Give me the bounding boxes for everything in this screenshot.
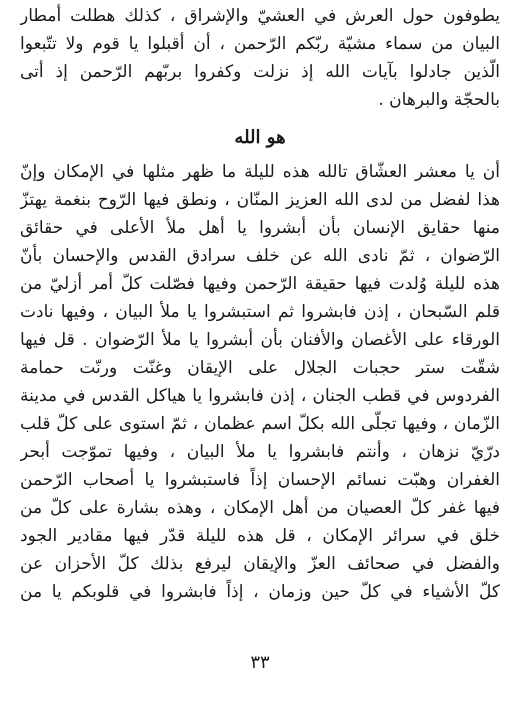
page-number: ٣٣ xyxy=(250,652,270,673)
text-line: شقّت ستر حجبات الجلال على الإيقان وغنّت ورنّت حمامة xyxy=(20,358,500,378)
text-line: الّذين جادلوا بآيات الله إذ نزلت وكفروا بربّهم الرّحمن إذ أتى xyxy=(20,62,500,82)
text-line: أن يا معشر العشّاق تالله هذه لليلة ما ظهر مثلها في الإمكان وإنّ xyxy=(20,162,500,182)
text-line: يطوفون حول العرش في العشيّ والإشراق ، كذلك هطلت أمطار xyxy=(20,6,500,26)
text-line: خلق في سرائر الإمكان ، قل هذه لليلة قدّر فيها مقادير الجود xyxy=(20,526,500,546)
text-line: الفردوس في قطب الجنان ، إذن فابشروا يا هياكل القدس في مدينة xyxy=(20,386,500,406)
top-paragraph xyxy=(20,2,500,114)
text-line: قلم السّبحان ، إذن فابشروا ثم استبشروا يا ملأ البيان ، وفيها نادت xyxy=(20,302,500,322)
text-line: فيها غفر كلّ العصيان من أهل الإمكان ، وهذه بشارة على كلّ من xyxy=(20,498,500,518)
section-heading: هو الله xyxy=(234,127,286,148)
text-line: منها حقايق الإنسان بأن أبشروا يا أهل ملأ الأعلى في حقائق xyxy=(20,218,500,238)
text-line: الغفران وهبّت نسائم الإحسان إذاً فاستبشروا يا أصحاب الرّحمن xyxy=(20,470,500,490)
text-line: الزّمان ، وفيها تجلّى الله بكلّ اسم عظمان ، ثمّ استوى على كلّ قلب xyxy=(20,414,500,434)
text-line: البيان من سماء مشيّة ربّكم الرّحمن ، أن أقبلوا يا قوم ولا تتّبعوا xyxy=(20,34,500,54)
text-line: درّيّ نزهان ، وأنتم فابشروا يا ملأ البيان ، وفيها تموّجت أبحر xyxy=(20,442,500,462)
text-line: كلّ الأشياء في كلّ حين وزمان ، إذاً فابشروا في قلوبكم يا من xyxy=(20,582,500,602)
text-line: الورقاء على الأغصان والأفنان بأن أبشروا يا ملأ الرّضوان . قل فيها xyxy=(20,330,500,350)
text-line: الرّضوان ، ثمّ نادى الله عن خلف سرادق القدس والإحسان بأنّ xyxy=(20,246,500,266)
main-paragraph xyxy=(20,158,500,606)
text-line: بالحجّة والبرهان . xyxy=(378,90,500,110)
text-line: هذه لليلة وُلدت فيها حقيقة الرّحمن وفيها فصّلت كلّ أمر أزليّ من xyxy=(20,274,500,294)
text-line: والفضل في صحائف العزّ والإيقان ليرفع بذلك كلّ الأحزان عن xyxy=(20,554,500,574)
text-line: هذا لفضل من لدى الله العزيز المنّان ، ونطق فيها الرّوح بنغمة يهتزّ xyxy=(20,190,500,210)
